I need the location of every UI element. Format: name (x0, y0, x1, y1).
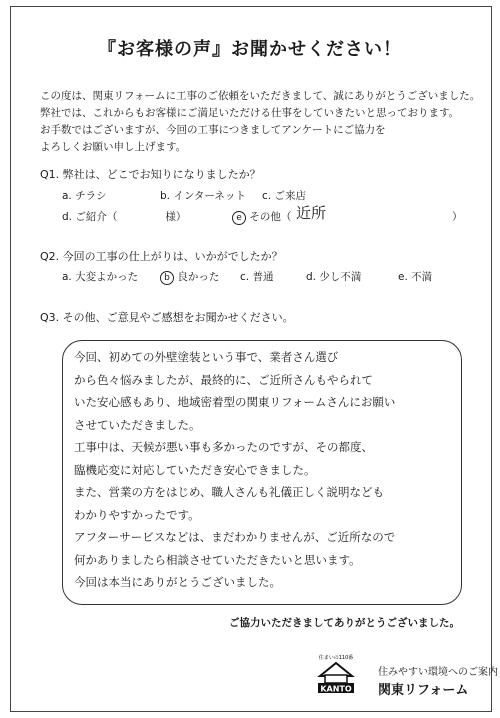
intro-line: 弊社では、これからもお客様にご満足いただける仕事をしていきたいと思っております。 (40, 107, 460, 119)
q1-question: Q1. 弊社は、どこでお知りになりましたか？ (40, 168, 261, 181)
comment-line: させていただきました。 (74, 417, 201, 432)
q1-option-d-label: d. ご紹介（ (62, 211, 118, 223)
logo-tagline: 住まいの110番 (318, 655, 354, 661)
comment-line: 今回は本当にありがとうございました。 (74, 575, 281, 589)
q1-option-e-close: ） (452, 211, 463, 223)
company-logo (316, 652, 356, 694)
q3-question: Q3. その他、ご意見やご感想をお聞かせください。 (40, 311, 294, 324)
intro-line: お手数ではございますが、今回の工事につきましてアンケートにご協力を (40, 124, 386, 136)
q2-option-b (160, 269, 219, 285)
handwritten-comment (74, 346, 462, 594)
q2-question: Q2. 今回の工事の仕上がりは、いかがでしたか？ (40, 250, 283, 263)
comment-line: 何かありましたら相談させていただきたいと思います。 (74, 552, 361, 567)
q2-option-c: c. 普通 (240, 271, 274, 283)
intro-line: よろしくお願い申し上げます。 (40, 141, 187, 153)
comment-line: アフターサービスなどは、まだわかりませんが、ご近所なので (74, 530, 396, 544)
q1-option-c: c. ご来店 (262, 190, 306, 202)
q2-option-a: a. 大変よかった (62, 271, 139, 283)
selected-circle-mark: b (160, 271, 174, 285)
comment-line: いた安心感もあり、地域密着型の関東リフォームさんにお願い (74, 395, 396, 409)
logo-text: KANTO (320, 684, 352, 694)
brand-tagline: 住みやすい環境へのご案内 (378, 667, 498, 678)
q2-option-e: e. 不満 (398, 271, 433, 283)
q1-option-b: b. インターネット (160, 190, 246, 202)
brand-name: 関東リフォーム (378, 683, 469, 698)
page-title: 『お客様の声』お聞かせください！ (98, 39, 402, 60)
comment-line: わかりやすかったです。 (74, 507, 200, 522)
comment-line: また、営業の方をはじめ、職人さんも礼儀正しく説明なども (74, 485, 385, 499)
comment-line: 臨機応変に対応していただき安心できました。 (74, 462, 316, 477)
q1-option-e (232, 209, 291, 225)
selected-circle-mark: e (232, 211, 246, 225)
comment-line: 今回、初めての外壁塗装という事で、業者さん選び (74, 350, 339, 364)
q1-option-d-suffix: 様） (165, 211, 187, 223)
comment-line: 工事中は、天候が悪い事も多かったのですが、その都度、 (74, 440, 373, 454)
intro-text (40, 88, 480, 156)
intro-line: この度は、関東リフォームに工事のご依頼をいただきまして、誠にありがとうございました。 (40, 90, 481, 102)
comment-line: から色々悩みましたが、最終的に、ご近所さんもやられて (74, 372, 373, 387)
q1-option-e-label: その他（ (249, 211, 292, 223)
q2-option-d: d. 少し不満 (306, 271, 362, 283)
thanks-message: ご協力いただきましてありがとうございました。 (229, 617, 460, 629)
q1-handwritten-answer: 近所 (296, 204, 327, 222)
q1-option-d (62, 209, 186, 224)
q2-option-b-label: 良かった (177, 271, 220, 283)
house-logo-icon (316, 652, 356, 694)
q1-option-a: a. チラシ (62, 190, 107, 202)
